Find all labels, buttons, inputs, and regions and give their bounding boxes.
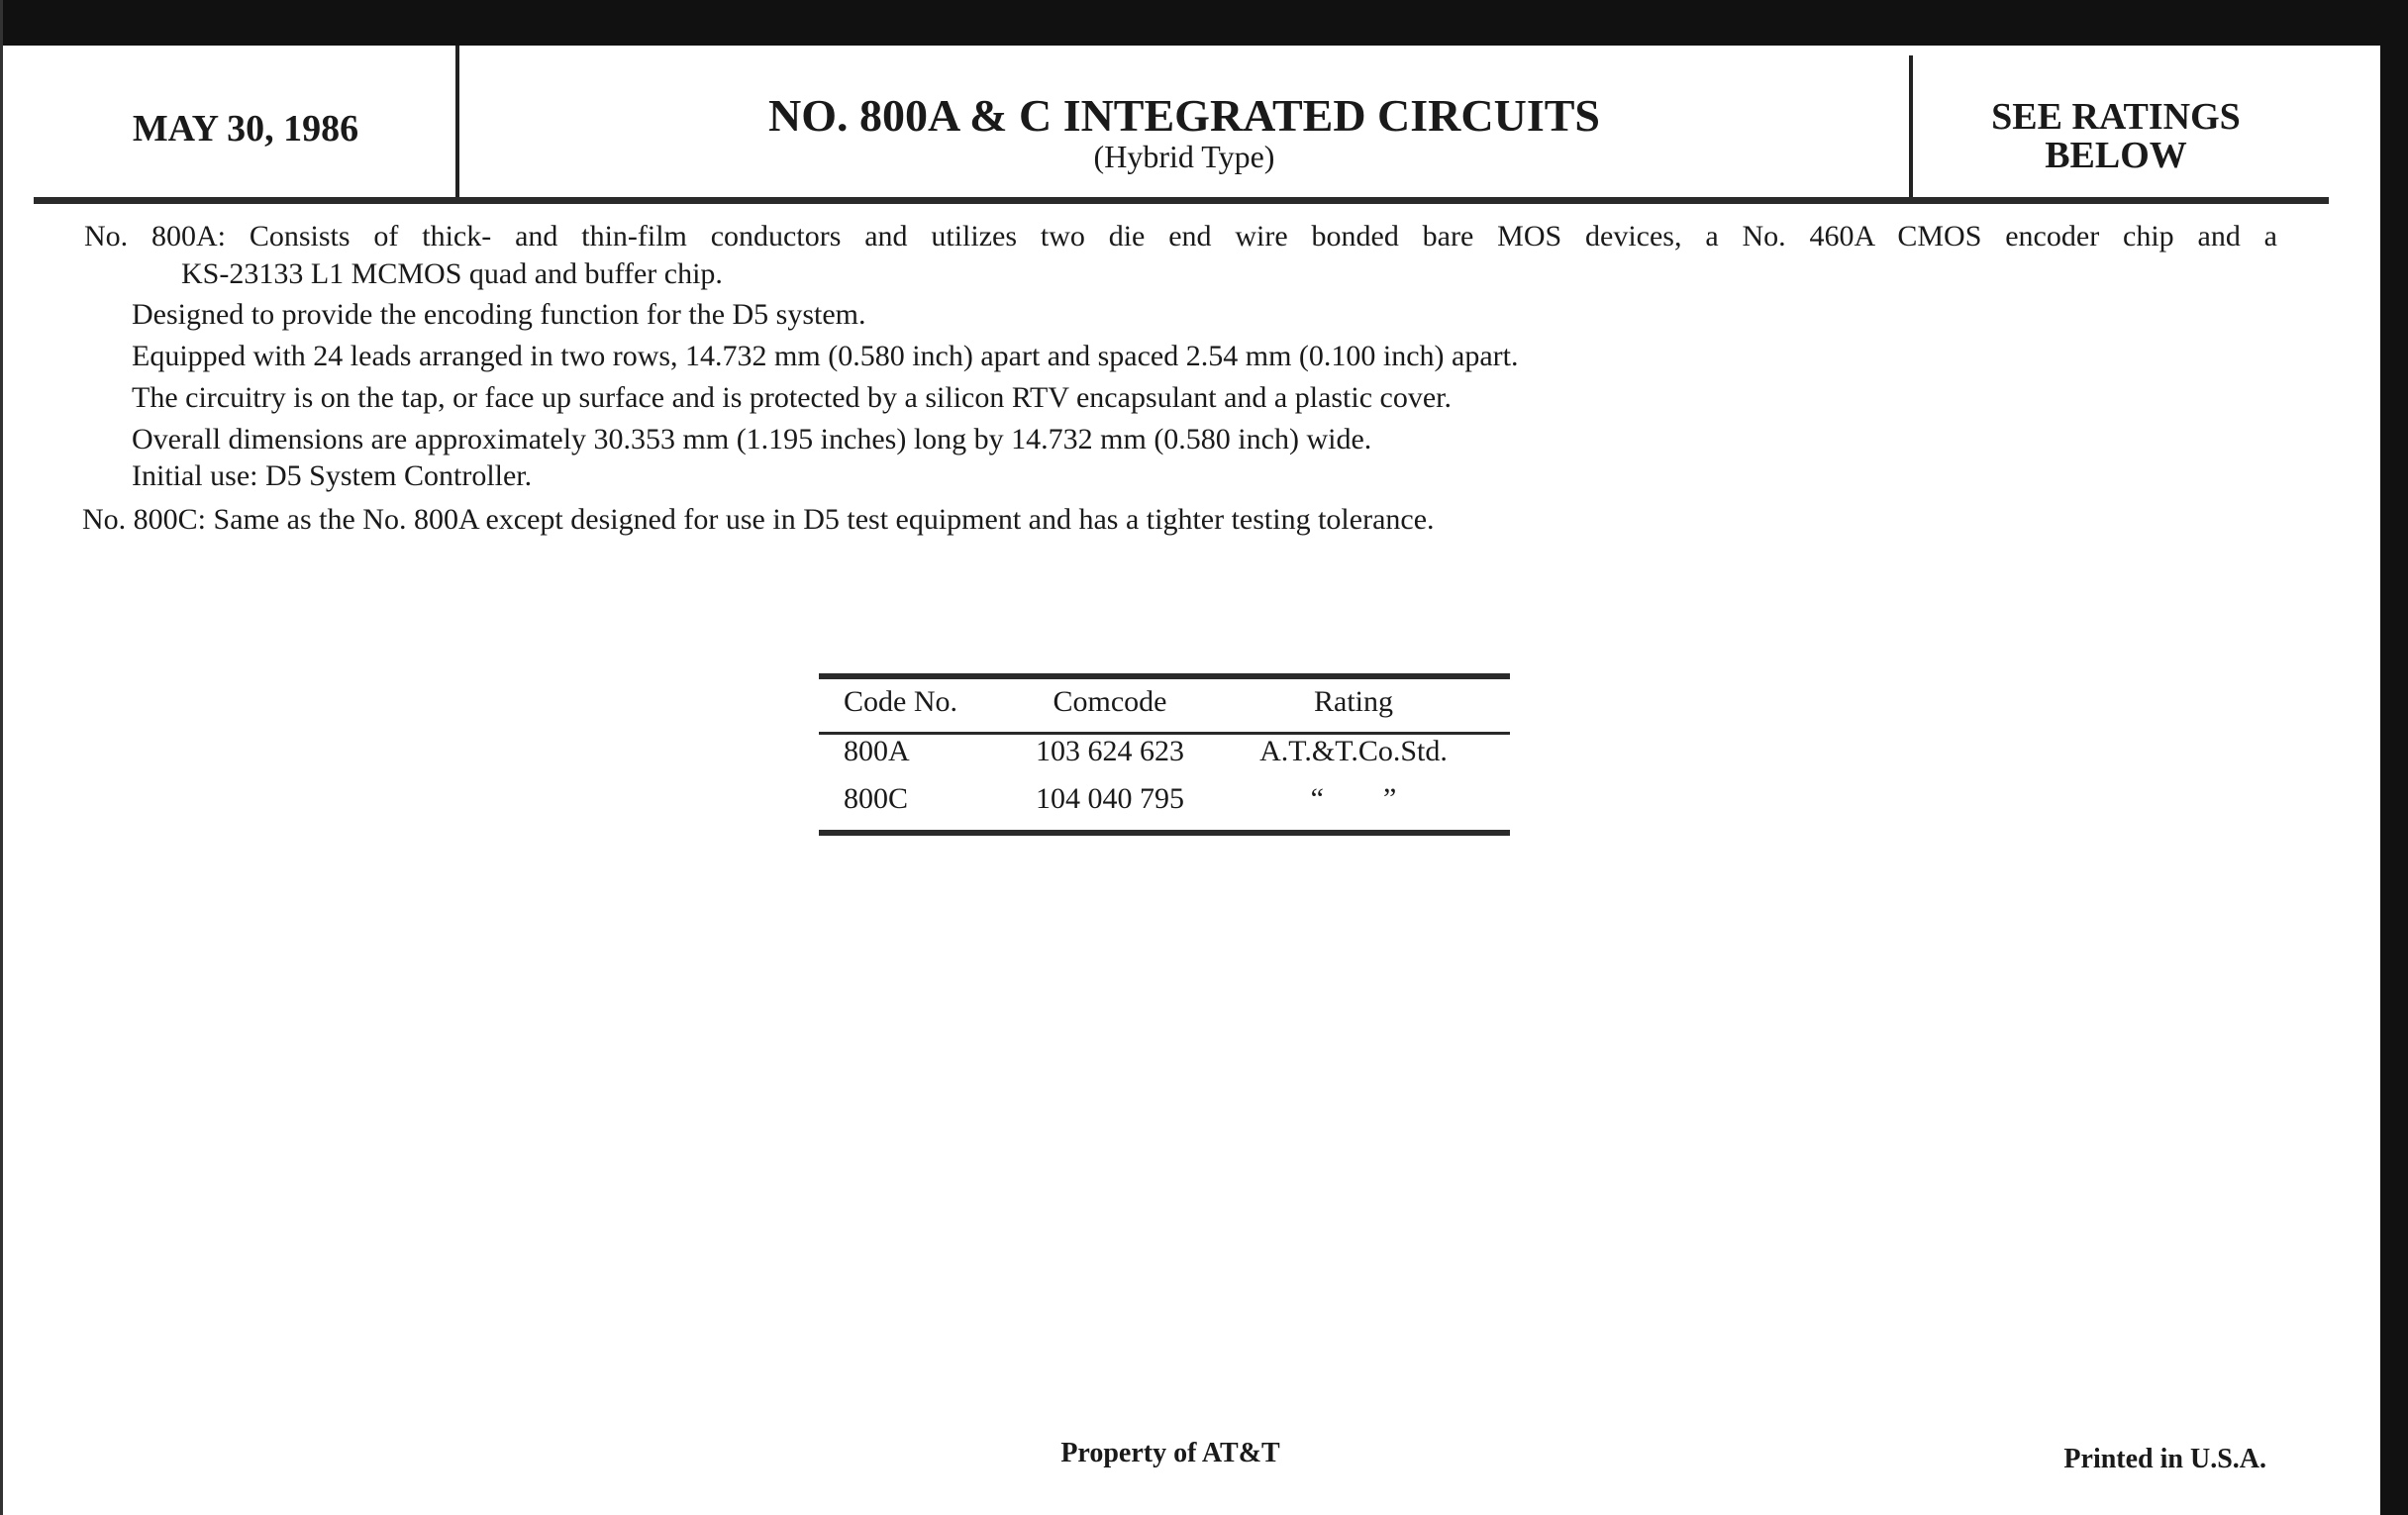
description-800a-line2: KS-23133 L1 MCMOS quad and buffer chip. <box>181 257 723 290</box>
header-divider-left <box>455 46 459 200</box>
table-top-rule <box>819 673 1510 679</box>
description-dimensions: Overall dimensions are approximately 30.353 mm (1.195 inches) long by 14.732 mm (0.580 inch) wide. <box>132 423 1372 455</box>
table-header-comcode: Comcode <box>1053 685 1167 718</box>
description-initial-use: Initial use: D5 System Controller. <box>132 459 533 492</box>
footer-printed: Printed in U.S.A. <box>2063 1444 2266 1474</box>
row-rating: A.T.&T.Co.Std. <box>1259 735 1448 767</box>
table-header-rating: Rating <box>1314 685 1393 718</box>
footer-property: Property of AT&T <box>1060 1438 1280 1468</box>
table-header-code: Code No. <box>844 685 957 718</box>
row-rating: “ ” <box>1310 782 1397 815</box>
header-rule <box>34 197 2329 204</box>
issue-date: MAY 30, 1986 <box>132 108 359 150</box>
row-comcode: 103 624 623 <box>1036 735 1184 767</box>
row-code: 800A <box>844 735 910 767</box>
row-comcode: 104 040 795 <box>1036 782 1184 815</box>
page-title: NO. 800A & C INTEGRATED CIRCUITS <box>767 90 1601 141</box>
ratings-note-line1: SEE RATINGS <box>1991 96 2241 138</box>
table-bottom-rule <box>819 830 1510 836</box>
header-divider-right <box>1909 55 1913 202</box>
description-circuitry: The circuitry is on the tap, or face up surface and is protected by a silicon RTV encapsulant and a plastic cover. <box>132 381 1453 414</box>
description-leads: Equipped with 24 leads arranged in two rows, 14.732 mm (0.580 inch) apart and spaced 2.54 mm (0.100 inch) apart. <box>132 340 1519 372</box>
scan-right-border <box>2380 0 2408 1515</box>
description-800c: No. 800C: Same as the No. 800A except designed for use in D5 test equipment and has a tighter testing tolerance. <box>82 503 1435 536</box>
scan-top-border <box>0 0 2408 46</box>
description-800a-line1: No. 800A: Consists of thick- and thin-film conductors and utilizes two die end wire bonded bare MOS devices, a No. 460A CMOS encoder chip and a <box>84 220 2277 252</box>
scan-left-edge <box>0 0 3 1515</box>
page-subtitle: (Hybrid Type) <box>1093 139 1275 174</box>
ratings-note-line2: BELOW <box>2045 135 2187 176</box>
description-purpose: Designed to provide the encoding function for the D5 system. <box>132 298 866 331</box>
row-code: 800C <box>844 782 909 815</box>
